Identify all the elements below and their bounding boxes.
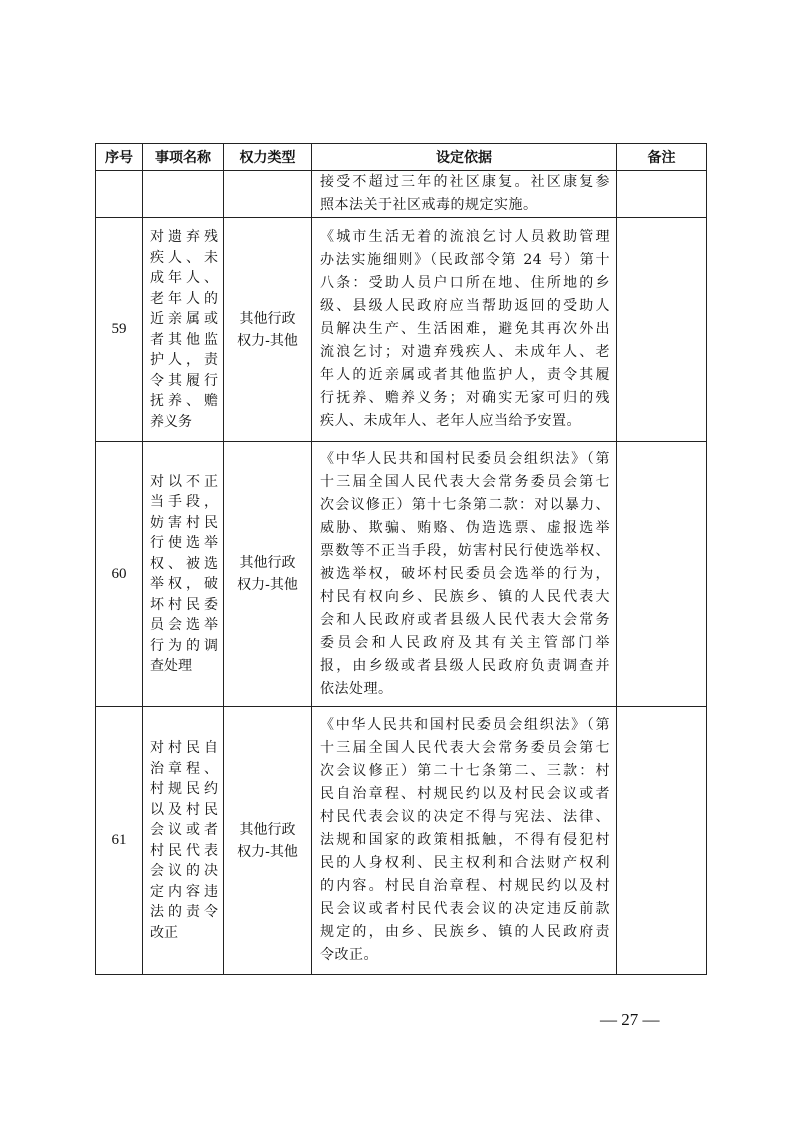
name-line: 员会选举 <box>150 617 218 633</box>
basis-line: 八条：受助人员户口所在地、住所地的乡 <box>320 275 610 291</box>
cell-type <box>224 707 312 975</box>
cell-name <box>143 218 224 442</box>
basis-line: 规定的，由乡、民族乡、镇的人民政府责 <box>320 924 610 940</box>
name-line: 举权，破 <box>150 576 218 592</box>
name-line: 坏村民委 <box>150 596 218 613</box>
cell-type <box>224 218 312 442</box>
name-line: 成年人、 <box>150 270 218 286</box>
basis-line: 民自治章程、村规民约以及村民会议或者 <box>320 786 610 802</box>
name-line: 行为的调 <box>150 637 218 654</box>
name-line: 会议或者 <box>150 822 218 838</box>
basis-line: 依法处理。 <box>320 680 393 697</box>
cell-basis <box>312 171 617 218</box>
table-row <box>96 707 707 975</box>
type-line: 权力-其他 <box>237 577 298 593</box>
name-line: 查处理 <box>150 658 192 674</box>
page-number: — 27 — <box>600 1010 660 1029</box>
name-line: 老年人的 <box>150 290 218 307</box>
name-line: 养义务 <box>150 413 192 430</box>
power-list-table <box>95 143 707 975</box>
table-row-continuation <box>96 171 707 218</box>
basis-line: 《中华人民共和国村民委员会组织法》（第 <box>320 450 610 467</box>
basis-line: 的内容。村民自治章程、村规民约以及村 <box>320 878 610 894</box>
name-line: 对遗弃残 <box>150 229 218 245</box>
name-line: 改正 <box>150 924 178 941</box>
name-line: 疾人、未 <box>150 249 218 266</box>
basis-line: 会和人民政府或者县级人民代表大会常务 <box>320 611 610 628</box>
table-row <box>96 218 707 442</box>
basis-line: 十三届全国人民代表大会常务委员会第七 <box>320 740 610 756</box>
basis-line: 民的人身权利、民主权利和合法财产权利 <box>320 855 610 871</box>
cell-no: 59 <box>96 218 143 442</box>
cell-note <box>617 442 707 707</box>
cell-name <box>143 171 224 218</box>
basis-line: 次会议修正）第十七条第二款：对以暴力、 <box>320 496 610 513</box>
name-line: 定内容违 <box>150 883 218 900</box>
type-line: 其他行政 <box>239 821 296 838</box>
name-line: 治章程、 <box>150 760 218 777</box>
type-line: 权力-其他 <box>237 843 298 860</box>
basis-line: 行抚养、赡养义务；对确实无家可归的残 <box>320 390 610 406</box>
cell-name <box>143 707 224 975</box>
basis-line: 被选举权，破坏村民委员会选举的行为， <box>320 565 610 582</box>
basis-line: 《城市生活无着的流浪乞讨人员救助管理 <box>320 229 610 245</box>
basis-line: 员解决生产、生活困难，避免其再次外出 <box>320 321 610 337</box>
basis-line: 疾人、未成年人、老年人应当给予安置。 <box>320 413 581 429</box>
table-header-row <box>96 144 707 171</box>
table-row <box>96 442 707 707</box>
name-line: 对以不正 <box>150 473 218 490</box>
name-line: 近亲属或 <box>150 311 218 327</box>
cell-basis <box>312 442 617 707</box>
header-basis: 设定依据 <box>312 144 617 171</box>
basis-line: 照本法关于社区戒毒的规定实施。 <box>320 197 538 213</box>
basis-line: 令改正。 <box>320 947 378 963</box>
name-line: 以及村民 <box>150 801 218 818</box>
cell-no <box>96 171 143 218</box>
basis-line: 村民代表会议的决定不得与宪法、法律、 <box>320 809 610 825</box>
name-line: 妨害村民 <box>150 514 218 531</box>
type-line: 其他行政 <box>239 555 296 571</box>
basis-line: 年人的近亲属或者其他监护人，责令其履 <box>320 367 610 383</box>
cell-type <box>224 442 312 707</box>
basis-line: 接受不超过三年的社区康复。社区康复参 <box>320 174 610 190</box>
cell-no: 61 <box>96 707 143 975</box>
header-no: 序号 <box>96 144 143 171</box>
name-line: 法的责令 <box>150 904 218 920</box>
name-line: 令其履行 <box>150 372 218 389</box>
header-name: 事项名称 <box>143 144 224 171</box>
cell-note <box>617 171 707 218</box>
basis-line: 级、县级人民政府应当帮助返回的受助人 <box>320 298 610 314</box>
name-line: 者其他监 <box>150 331 218 348</box>
name-line: 对村民自 <box>150 740 218 756</box>
name-line: 村民代表 <box>150 842 218 859</box>
basis-line: 票数等不正当手段，妨害村民行使选举权、 <box>320 542 610 559</box>
basis-line: 民会议或者村民代表会议的决定违反前款 <box>320 901 610 917</box>
basis-line: 流浪乞讨；对遗弃残疾人、未成年人、老 <box>320 344 610 360</box>
basis-line: 办法实施细则》（民政部令第 24 号）第十 <box>320 252 610 268</box>
name-line: 会议的决 <box>150 863 218 879</box>
name-line: 权、被选 <box>150 555 218 572</box>
cell-basis <box>312 707 617 975</box>
basis-line: 村民有权向乡、民族乡、镇的人民代表大 <box>320 588 610 605</box>
name-line: 当手段， <box>150 494 218 510</box>
type-line: 其他行政 <box>239 310 296 327</box>
basis-line: 报，由乡级或者县级人民政府负责调查并 <box>320 657 610 674</box>
cell-basis <box>312 218 617 442</box>
header-note: 备注 <box>617 144 707 171</box>
basis-line: 威胁、欺骗、贿赂、伪造选票、虚报选举 <box>320 519 610 536</box>
basis-line: 十三届全国人民代表大会常务委员会第七 <box>320 473 610 490</box>
name-line: 护人，责 <box>150 352 218 368</box>
header-type: 权力类型 <box>224 144 312 171</box>
basis-line: 委员会和人民政府及其有关主管部门举 <box>320 634 610 651</box>
name-line: 行使选举 <box>150 535 218 551</box>
cell-note <box>617 707 707 975</box>
cell-note <box>617 218 707 442</box>
name-line: 村规民约 <box>150 781 218 797</box>
name-line: 抚养、赡 <box>150 393 218 409</box>
cell-name <box>143 442 224 707</box>
cell-no: 60 <box>96 442 143 707</box>
basis-line: 《中华人民共和国村民委员会组织法》（第 <box>320 717 610 733</box>
cell-type <box>224 171 312 218</box>
basis-line: 次会议修正）第二十七条第二、三款：村 <box>320 763 610 779</box>
type-line: 权力-其他 <box>237 332 298 349</box>
basis-line: 法规和国家的政策相抵触，不得有侵犯村 <box>320 832 610 848</box>
